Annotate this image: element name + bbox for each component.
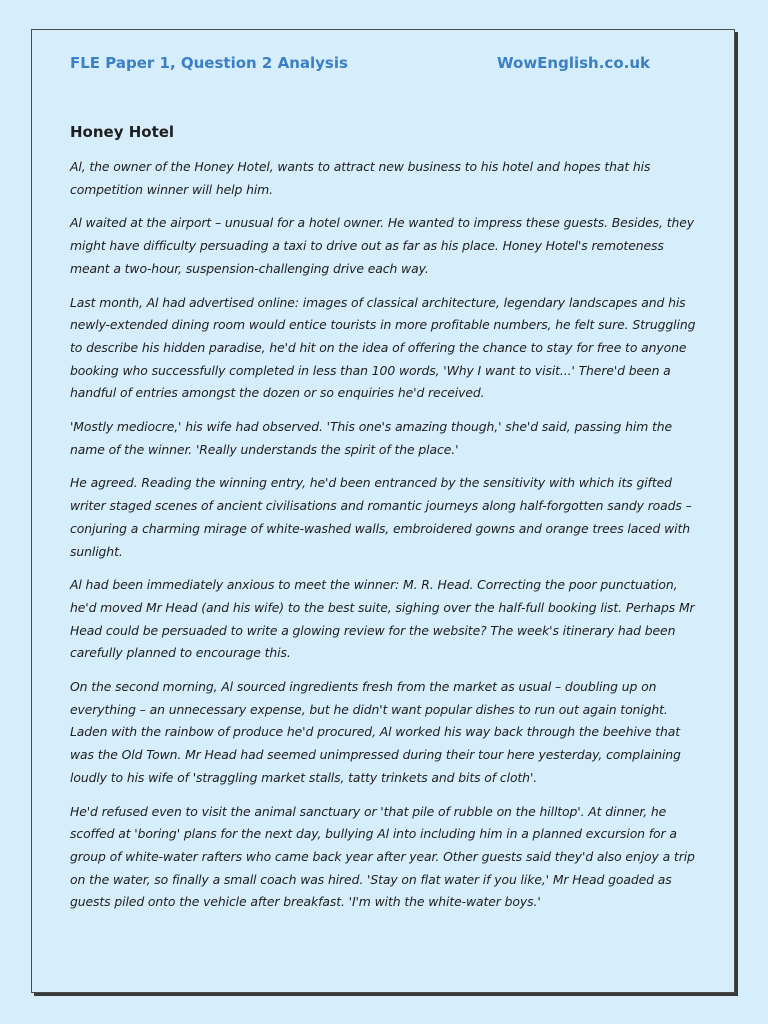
header-title: FLE Paper 1, Question 2 Analysis bbox=[70, 54, 348, 72]
paragraph-4: 'Mostly mediocre,' his wife had observed. 'This one's amazing though,' she'd said, passing him the name of the winner. 'Really understands the spirit of the place.' bbox=[70, 419, 673, 457]
paragraph-3: Last month, Al had advertised online: images of classical architecture, legendary landscapes and his newly-extended dining room would entice tourists in more profitable numbers, he felt sure. Struggling to describe his hidden paradise, he'd hit on the idea of offering the chance to stay for free to anyone booking who successfully completed in less than 100 words, 'Why I want to visit...' There'd been a handful of entries amongst the dozen or so enquiries he'd received. bbox=[70, 294, 696, 401]
paragraph-1: Al, the owner of the Honey Hotel, wants to attract new business to his hotel and hopes that his competition winner will help him. bbox=[70, 159, 651, 197]
paragraph-2: Al waited at the airport – unusual for a hotel owner. He wanted to impress these guests. Besides, they might have difficulty persuading a taxi to drive out as far as his place. Honey Hotel's remoteness meant a two-hour, suspension-challenging drive each way. bbox=[70, 215, 694, 276]
header-site-name: WowEnglish.co.uk bbox=[497, 54, 650, 72]
page-header bbox=[70, 54, 696, 74]
document-title: Honey Hotel bbox=[70, 123, 175, 141]
paragraph-8: He'd refused even to visit the animal sanctuary or 'that pile of rubble on the hilltop'. At dinner, he scoffed at 'boring' plans for the next day, bullying Al into including him in a planned excursion for a group of white-water rafters who came back year after year. Other guests said they'd also enjoy a trip on the water, so finally a small coach was hired. 'Stay on flat water if you like,' Mr Head goaded as guests piled onto the vehicle after breakfast. 'I'm with the white-water boys.' bbox=[70, 803, 695, 910]
document-page bbox=[31, 29, 735, 993]
paragraph-7: On the second morning, Al sourced ingredients fresh from the market as usual – doubling up on everything – an unnecessary expense, but he didn't want popular dishes to run out again tonight. Laden with the rainbow of produce he'd procured, Al worked his way back through the beehive that was the Old Town. Mr Head had seemed unimpressed during their tour here yesterday, complaining loudly to his wife of 'straggling market stalls, tatty trinkets and bits of cloth'. bbox=[70, 679, 681, 785]
document-body bbox=[70, 156, 706, 925]
paragraph-5: He agreed. Reading the winning entry, he'd been entranced by the sensitivity with which its gifted writer staged scenes of ancient civilisations and romantic journeys along half-forgotten sandy roads – conjuring a charming mirage of white-washed walls, embroidered gowns and orange trees laced with sunlight. bbox=[70, 475, 692, 559]
paragraph-6: Al had been immediately anxious to meet the winner: M. R. Head. Correcting the poor punctuation, he'd moved Mr Head (and his wife) to the best suite, sighing over the half-full booking list. Perhaps Mr Head could be persuaded to write a glowing review for the website? The week's itinerary had been carefully planned to encourage this. bbox=[70, 577, 695, 661]
